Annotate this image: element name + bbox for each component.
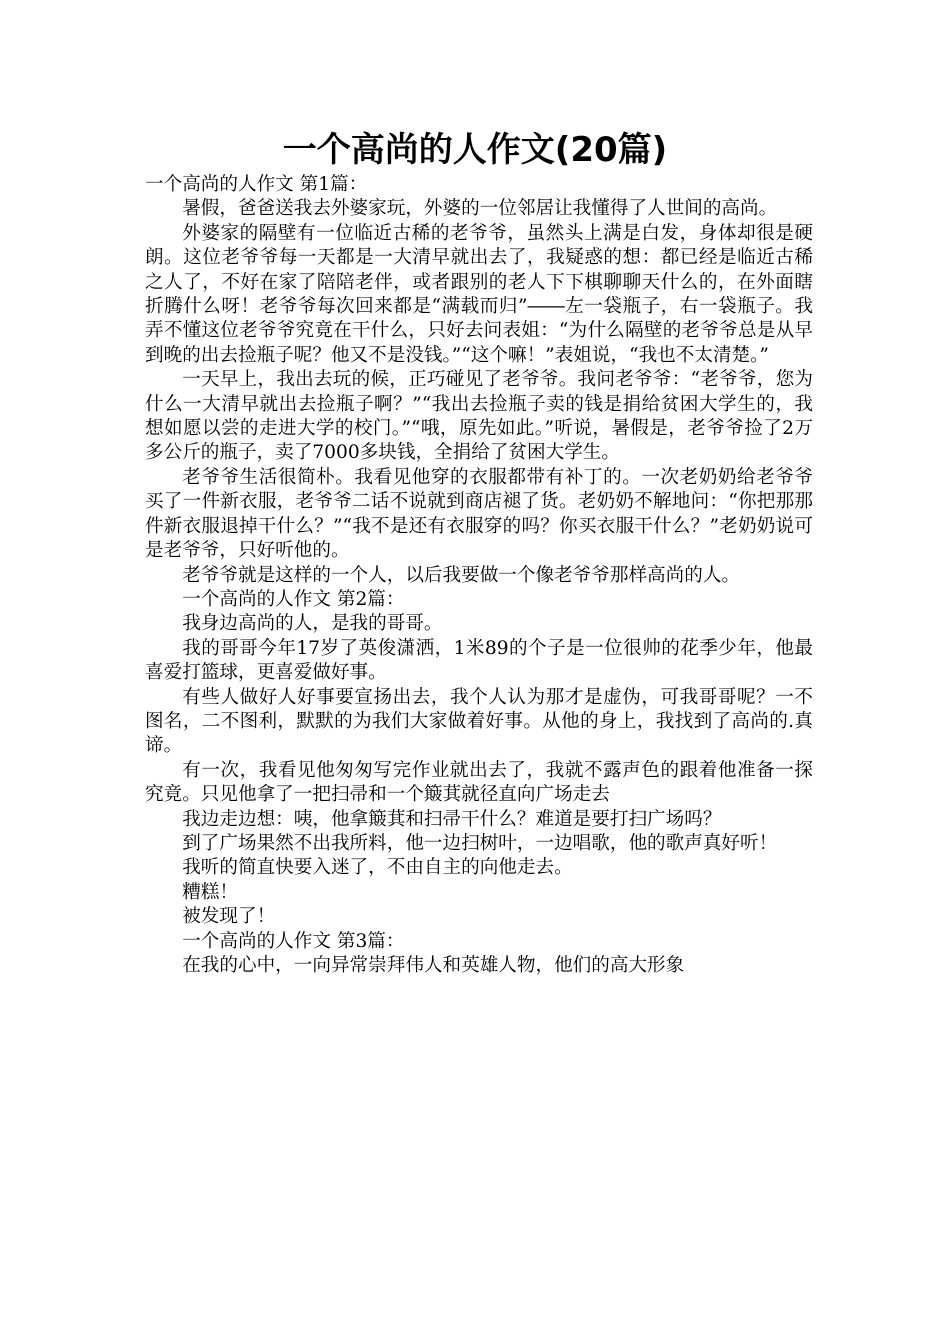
paragraph: 有些人做好人好事要宣扬出去，我个人认为那才是虚伪，可我哥哥呢？一不图名，二不图利，默默的为我们大家做着好事。从他的身上，我找到了高尚的.真谛。 [145, 686, 813, 757]
paragraph: 糟糕！ [182, 881, 238, 903]
paragraph: 老爷爷生活很简朴。我看见他穿的衣服都带有补丁的。一次老奶奶给老爷爷买了一件新衣服，老爷爷二话不说就到商店褪了货。老奶奶不解地问：“你把那那件新衣服退掉干什么？”“我不是还有衣服穿的吗？你买衣服干什么？”老奶奶说可是老爷爷，只好听他的。 [145, 466, 813, 562]
paragraph: 我的哥哥今年17岁了英俊潇洒，1米89的个子是一位很帅的花季少年，他最喜爱打篮球，更喜爱做好事。 [145, 637, 813, 684]
paragraph: 我听的简直快要入迷了，不由自主的向他走去。 [182, 857, 573, 879]
document-body [145, 173, 813, 978]
paragraph: 在我的心中，一向异常崇拜伟人和英雄人物，他们的高大形象 [182, 955, 685, 976]
paragraph: 到了广场果然不出我所料，他一边扫树叶，一边唱歌，他的歌声真好听！ [182, 832, 778, 854]
section-heading-1: 一个高尚的人作文 第1篇： [145, 174, 368, 195]
document-title: 一个高尚的人作文(20篇) [282, 130, 668, 170]
paragraph: 一天早上，我出去玩的候，正巧碰见了老爷爷。我问老爷爷：“老爷爷，您为什么一大清早就出去捡瓶子啊？”“我出去捡瓶子卖的钱是捐给贫困大学生的，我想如愿以尝的走进大学的校门。”“哦，原先如此。”听说，暑假是，老爷爷捡了2万多公斤的瓶子，卖了7000多块钱，全捐给了贫困大学生。 [145, 369, 813, 464]
section-heading-2: 一个高尚的人作文 第2篇： [182, 588, 405, 610]
paragraph: 老爷爷就是这样的一个人，以后我要做一个像老爷爷那样高尚的人。 [182, 564, 741, 586]
paragraph: 暑假，爸爸送我去外婆家玩，外婆的一位邻居让我懂得了人世间的高尚。 [182, 198, 778, 220]
paragraph: 有一次，我看见他匆匆写完作业就出去了，我就不露声色的跟着他准备一探究竟。只见他拿了一把扫帚和一个簸萁就径直向广场走去 [145, 759, 813, 806]
paragraph: 被发现了！ [182, 906, 276, 928]
paragraph: 我身边高尚的人，是我的哥哥。 [182, 613, 443, 635]
section-heading-3: 一个高尚的人作文 第3篇： [182, 930, 405, 952]
paragraph: 我边走边想：咦，他拿簸萁和扫帚干什么？难道是要打扫广场吗？ [182, 808, 722, 830]
paragraph: 外婆家的隔壁有一位临近古稀的老爷爷，虽然头上满是白发，身体却很是硬朗。这位老爷爷每一天都是一大清早就出去了，我疑惑的想：都已经是临近古稀之人了，不好在家了陪陪老伴，或者跟别的老人下下棋聊聊天什么的，在外面瞎折腾什么呀！老爷爷每次回来都是“满载而归”――左一袋瓶子，右一袋瓶子。我弄不懂这位老爷爷究竟在干什么，只好去问表姐：“为什么隔壁的老爷爷总是从早到晚的出去捡瓶子呢？他又不是没钱。”“这个嘛！”表姐说，“我也不太清楚。” [145, 222, 813, 366]
